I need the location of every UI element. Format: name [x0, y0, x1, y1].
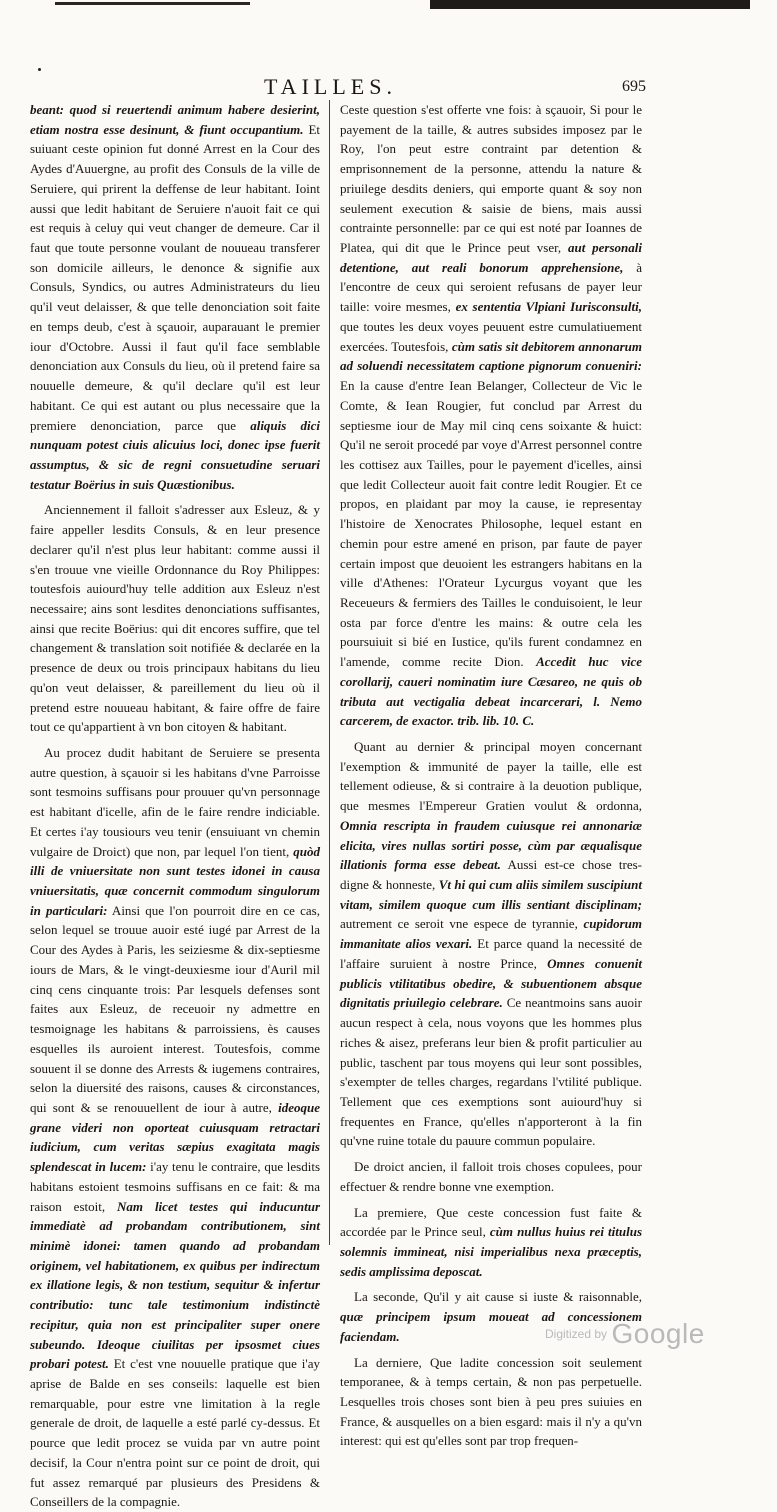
- latin-citation: cùm nullus huius rei titulus solemnis immineat, nisi imperialibus nexa præceptis, sedis amplissima deposcat.: [340, 1224, 643, 1279]
- latin-citation: Omnia rescripta in fraudem cuiusque rei annonariæ elicita, vires nullas sortiri posse, cùm par æqualisque illationis forma esse debeat.: [340, 817, 642, 873]
- body-text: La seconde, Qu'il y ait cause si iuste & raisonnable,: [354, 1289, 642, 1305]
- paragraph: [340, 100, 642, 731]
- body-text: Et parce quand la necessité de l'affaire suruient à nostre Prince,: [340, 936, 642, 971]
- body-text: La premiere, Que ceste concession fust faite & accordée par le Prince seul,: [340, 1204, 642, 1240]
- body-text: que toutes les deux voyes peuuent estre cumulatiuement exercées. Toutesfois,: [340, 318, 642, 354]
- latin-citation: ex sententia Vlpiani Iurisconsulti,: [455, 299, 642, 315]
- latin-citation: Accedit huc vice corollarij, caueri nominatim iure Cæsareo, ne quis ob tributa aut vectigalia debeat incarcerari, l. Nemo carcerem, de exactor. trib. lib. 10. C.: [340, 654, 642, 729]
- body-text: Anciennement il falloit s'adresser aux Esleuz, & y faire appeller lesdits Consuls, & en leur presence declarer qu'il n'est plus leur habitant: comme aussi il s'en trouue vne vieille Ordonnance du Roy Philippes: toutesfois auiourd'huy telle addition aux Esleuz n'est necessaire; ains sont lesdites denonciations suffisantes, ainsi que recite Boërius: qui dit encores suffire, que tel changement & translation soit notifiée & declarée en la presence de deux ou trois principaux habitans du lieu qu'on veut delaisser, & pareillement du lieu où il pretend estre nouueau habitant, & faire offre de faire tout ce qu'appartient à vn bon citoyen & habitant.: [30, 502, 320, 735]
- paragraph: [340, 737, 642, 1151]
- latin-citation: quæ principem ipsum moueat ad concessionem faciendam.: [340, 1309, 642, 1344]
- latin-citation: beant: quod si reuertendi animum habere desierint, etiam nostra esse desinunt, & fiunt occupantium.: [30, 102, 320, 137]
- body-text: Aussi est-ce chose tres-digne & honneste,: [340, 857, 642, 893]
- google-logo: Google: [611, 1318, 705, 1349]
- latin-citation: aut personali detentione, aut reali bonorum apprehensione,: [340, 240, 642, 275]
- digitized-by-google-watermark: [545, 1318, 705, 1350]
- body-text: Quant au dernier & principal moyen concernant l'exemption & immunité de payer la taille, elle est tellement odieuse, & si contraire à la deuotion publique, que mesmes l'Empereur Gratien voulut & ordonna,: [340, 739, 642, 814]
- paragraph: [30, 100, 320, 494]
- top-edge-bar: [0, 0, 777, 10]
- paragraph: [340, 1353, 642, 1452]
- body-text: Ainsi que l'on pourroit dire en ce cas, selon lequel se trouue auoir esté iugé par Arrest de la Cour des Aydes à Paris, les seiziesme & dix-septiesme iours de Mars, & le vingt-deuxiesme iour d'Auril mil cinq cens cinquante trois: Par lesquels defenses sont faites aux Esleuz, de receuoir ny admettre en tesmoignage les habitans & parroissiens, ès causes esquelles ils auroient interest. Toutesfois, comme souuent il se donne des Arrests & iugemens contraires, selon la diuersité des raisons, causes & circonstances, qui sont & se renouuellent de iour à autre,: [30, 902, 320, 1115]
- paragraph: [30, 500, 320, 737]
- body-text: i'ay tenu le contraire, que lesdits habitans estoient tesmoins suffisans en ce fait: & ma raison estoit,: [30, 1159, 320, 1214]
- top-rule-right: [430, 0, 750, 9]
- latin-citation: Nam licet testes qui inducuntur immediatè ad probandam contributionem, sint minimè idonei: tamen quando ad probandam originem, vel habitationem, ex quibus per indirectum ex illatione legis, & non testium, sequitur & infertur contributio: tunc tale testimonium indistinctè recipitur, quia non est principaliter super onere subeundo. Ideoque ciuilitas per ipsosmet ciues probari potest.: [30, 1198, 320, 1372]
- body-text: autrement ce seroit vne espece de tyrannie,: [340, 916, 584, 932]
- latin-citation: ideoque grane videri non oporteat cuiusquam retractari iudicium, cum veritas sæpius exagitata magis splendescat in lucem:: [30, 1099, 320, 1175]
- left-column: [30, 100, 320, 1512]
- body-text: à l'encontre de ceux qui seroient refusans de payer leur taille: voire mesmes,: [340, 259, 642, 315]
- body-text: Et suiuant ceste opinion fut donné Arrest en la Cour des Aydes d'Auuergne, au profit des Consuls de la ville de Seruiere, qui prirent la deffense de leur habitant. Ioint aussi que ledit habitant de Seruiere n'auoit fait ce qui est requis à celuy qui veut changer de demeure. Car il faut que toute personne voulant de nouueau transferer son domicile ailleurs, le denonce & signifie aux Consuls, Syndics, ou autres Administrateurs du lieu qu'il veut delaisser, & que telle denonciation soit faite en temps deub, c'est à sçauoir, auparauant le premier iour d'Octobre. Aussi il faut qu'il face semblable denonciation aux Consuls du lieu, où il pretend faire sa nouuelle demeure, & qu'il declare qu'il est leur habitant. Ce qui est autant ou plus necessaire que la premiere denonciation, parce que: [30, 121, 320, 433]
- paragraph: [340, 1203, 642, 1282]
- page-header: [0, 74, 777, 100]
- latin-citation: cùm satis sit debitorem annonarum ad soluendi necessitatem captione pignorum conueniri:: [340, 338, 643, 374]
- paragraph: [340, 1157, 642, 1196]
- body-text: Ce neantmoins sans auoir aucun respect à cela, nous voyons que les hommes plus riches & aisez, preferans leur bien & profit particulier au public, taschent par tous moyens qui leur sont possibles, s'exempter de telles charges, regardans l'vtilité publique. Tellement que ces exemptions sont auiourd'huy si frequentes en France, qu'elles n'apporteront à la fin qu'vne ruine totale du pauure commun populaire.: [340, 995, 642, 1149]
- latin-citation: Vt hi qui cum aliis similem suscipiunt vitam, similem quoque cum illis sentiant disciplinam;: [340, 877, 642, 912]
- top-rule-left: [55, 2, 250, 5]
- body-text: De droict ancien, il falloit trois choses copulees, pour effectuer & rendre bonne vne exemption.: [340, 1159, 642, 1194]
- latin-citation: aliquis dici nunquam potest ciuis alicuius loci, donec ipse fuerit assumptus, & sic de regni consuetudine seruari testatur Boërius in suis Quæstionibus.: [30, 417, 320, 492]
- body-text: La derniere, Que ladite concession soit seulement temporanee, & à temps certain, & non pas perpetuelle. Lesquelles trois choses sont bien à peu pres suiuies en France, & ausquelles on a bien esgard: mais il n'y a qu'vn interest: qui est qu'elles sont par trop frequen-: [340, 1354, 642, 1449]
- body-text: En la cause d'entre Iean Belanger, Collecteur de Vic le Comte, & Iean Rougier, fut conclud par Arrest du septiesme iour de May mil cinq cens soixante & huict: Qu'il ne seroit procedé par voye d'Arrest personnel contre les cottisez aux Tailles, pour le payement d'icelles, ainsi que ledit Collecteur auoit fait contre ledit Rougier. Et ce propos, en plaidant par moy la cause, ie representay l'histoire de Xenocrates Philosophe, lequel estant en chemin pour estre amené en prison, par faute de payer certain impost que deuoient les estrangers habitans en la ville d'Athenes: l'Orateur Lycurgus voyant que les Receueurs & fermiers des Tailles le conduisoient, le leur osta par force d'entre les mains: & outre cela les poursuiuit si bié en Iustice, qu'ils furent condamnez en l'amende, comme recite Dion.: [340, 378, 642, 670]
- latin-citation: Omnes conuenit publicis vtilitatibus obedire, & subuentionem absque dignitatis priuilegio celebrare.: [340, 955, 642, 1011]
- body-text: Au procez dudit habitant de Seruiere se presenta autre question, à sçauoir si les habitans d'vne Parroisse sont tesmoins suffisans pour prouuer qu'vn personnage est habitant d'icelle, afin de le faire rendre indiciable. Et certes i'ay tousiours veu tenir (ensuiuant vn chemin vulgaire de Droict) que non, par lequel l'on tient,: [30, 745, 320, 859]
- column-divider: [329, 100, 330, 1245]
- margin-mark: [38, 68, 41, 71]
- running-title: TAILLES.: [264, 74, 397, 99]
- latin-citation: cupidorum immanitate alios vexari.: [340, 916, 642, 952]
- right-column: [340, 100, 642, 1451]
- latin-citation: quòd illi de vniuersitate non sunt testes idonei in causa vniuersitatis, quæ concernit commodum singulorum in particulari:: [30, 843, 320, 918]
- paragraph: [30, 743, 320, 1512]
- watermark-prefix: Digitized by: [545, 1327, 608, 1341]
- page-number: 695: [622, 78, 646, 95]
- body-text: Ceste question s'est offerte vne fois: à sçauoir, Si pour le payement de la taille, & autres subsides imposez par le Roy, l'on peut estre contraint par detention & emprisonnement de la personne, attendu la nature & priuilege desdits deniers, qui emporte quant & soy non seulement execution & saisie de biens, mais aussi contrainte personnelle: par ce qui est noté par Ioannes de Platea, qui dit que le Prince peut vser,: [340, 102, 642, 256]
- body-text: Et c'est vne nouuelle pratique que i'ay aprise de Balde en ses conseils: laquelle est bien remarquable, pour estre vne limitation à la regle generale de droit, de laquelle a esté parlé cy-dessus. Et pource que ledit procez se vuida par vn autre point decisif, la Cour n'entra point sur ce point de droit, qui fut assez remarqué par plusieurs des Presidens & Conseillers de la compagnie.: [30, 1356, 320, 1510]
